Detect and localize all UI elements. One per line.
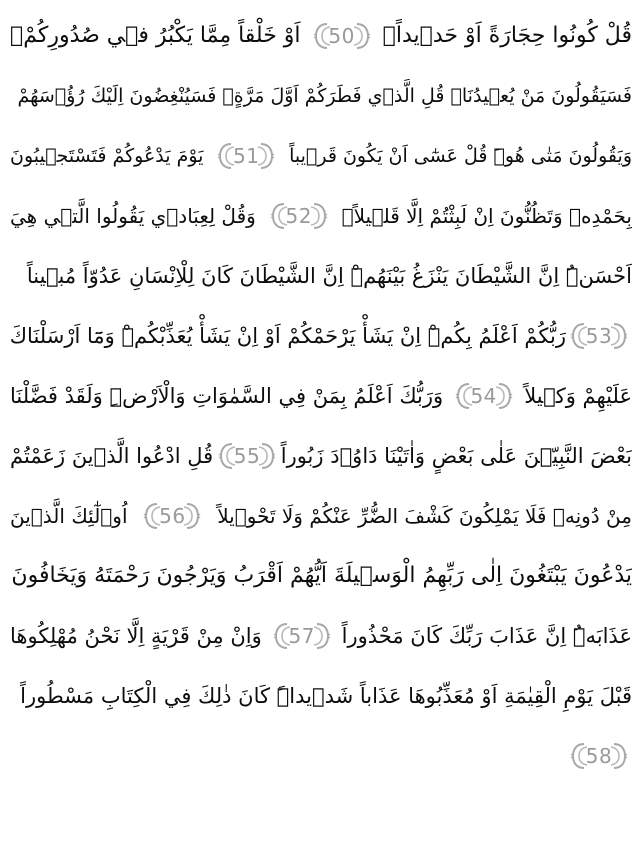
- text-line: [10, 306, 632, 366]
- text-line: [10, 666, 632, 726]
- ayah-number: 55: [233, 444, 261, 468]
- text-line: [10, 6, 632, 66]
- verse-text: قَبْلَ يَوْمِ الْقِيٰمَةِ اَوْ مُعَذِّبُوهَا عَذَاباً شَد۪يداًۜ كَانَ ذٰلِكَ فِي الْكِتَابِ مَسْطُوراً: [20, 684, 632, 708]
- text-line: [10, 366, 632, 426]
- text-line: [10, 546, 632, 606]
- verse-text: قُلْ كُونُوا حِجَارَةً اَوْ حَد۪يداًۙ: [382, 23, 632, 48]
- verse-text: عَلَيْهِمْ وَك۪يلاً: [524, 384, 632, 408]
- ayah-number-marker: [143, 500, 201, 532]
- ayah-number-marker: [313, 20, 371, 52]
- text-line: [10, 486, 632, 546]
- text-line: [10, 126, 632, 186]
- ayah-number-marker: [570, 320, 628, 352]
- text-line: [10, 606, 632, 666]
- ayah-number-marker: [217, 140, 275, 172]
- text-line: [10, 426, 632, 486]
- verse-text: بِحَمْدِه۪ وَتَظُنُّونَ اِنْ لَبِثْتُمْ اِلَّا قَل۪يلاً۟: [341, 204, 632, 228]
- ayah-number: 51: [233, 144, 260, 168]
- ayah-number: 58: [585, 744, 613, 768]
- verse-text: وَيَقُولُونَ مَتٰى هُوَۜ قُلْ عَسٰٓى اَنْ يَكُونَ قَر۪يباً: [289, 145, 632, 167]
- verse-text: وَاِنْ مِنْ قَرْيَةٍ اِلَّا نَحْنُ مُهْلِكُوهَا: [10, 624, 262, 648]
- ayah-number-marker: [270, 200, 328, 232]
- ayah-number: 56: [159, 504, 186, 528]
- verse-text: اَحْسَنُۜ اِنَّ الشَّيْطَانَ يَنْزَغُ بَيْنَهُمْۜ اِنَّ الشَّيْطَانَ كَانَ لِلْاِنْسَانِ عَدُوّاً مُب۪يناً: [26, 264, 632, 288]
- ayah-number: 50: [328, 24, 355, 48]
- ayah-number-marker: [218, 440, 276, 472]
- verse-text: وَقُلْ لِعِبَاد۪ي يَقُولُوا الَّت۪ي هِيَ: [10, 204, 256, 228]
- text-line: [10, 246, 632, 306]
- verse-text: فَسَيَقُولُونَ مَنْ يُع۪يدُنَاۜ قُلِ الَّذ۪ي فَطَرَكُمْ اَوَّلَ مَرَّةٍۚ فَسَيُنْغِضُونَ اِلَيْكَ رُؤُ۫سَهُمْ: [17, 85, 632, 107]
- ayah-number-marker: [455, 380, 513, 412]
- verse-text: يَدْعُونَ يَبْتَغُونَ اِلٰى رَبِّهِمُ الْوَس۪يلَةَ اَيُّهُمْ اَقْرَبُ وَيَرْجُونَ رَحْمَتَهُ وَيَخَافُونَ: [11, 563, 632, 588]
- verse-text: مِنْ دُونِه۪ فَلَا يَمْلِكُونَ كَشْفَ الضُّرِّ عَنْكُمْ وَلَا تَحْو۪يلاً: [217, 504, 632, 528]
- ayah-number-marker: [273, 620, 331, 652]
- ayah-number: 52: [285, 204, 312, 228]
- verse-text: وَرَبُّكَ اَعْلَمُ بِمَنْ فِي السَّمٰوَاتِ وَالْاَرْضِۜ وَلَقَدْ فَضَّلْنَا: [10, 384, 444, 408]
- ayah-number: 54: [470, 384, 497, 408]
- verse-text: يَوْمَ يَدْعُوكُمْ فَتَسْتَج۪يبُونَ: [10, 145, 204, 167]
- ayah-number: 57: [288, 624, 315, 648]
- text-line: [10, 186, 632, 246]
- ayah-number: 53: [585, 324, 613, 348]
- verse-text: رَبُّكُمْ اَعْلَمُ بِكُمْۜ اِنْ يَشَأْ يَرْحَمْكُمْ اَوْ اِنْ يَشَأْ يُعَذِّبْكُمْۜ وَمَٓا اَرْسَلْنَاكَ: [10, 324, 566, 348]
- ayah-number-marker: [570, 740, 628, 772]
- verse-text: قُلِ ادْعُوا الَّذ۪ينَ زَعَمْتُمْ: [10, 444, 214, 468]
- verse-text: اُو۬لٰٓئِكَ الَّذ۪ينَ: [10, 504, 128, 528]
- text-line: [10, 66, 632, 126]
- verse-text: اَوْ خَلْقاً مِمَّا يَكْبُرُ ف۪ي صُدُورِكُمْۚ: [10, 23, 301, 48]
- text-line: [10, 726, 632, 786]
- verse-text: عَذَابَهُۜ اِنَّ عَذَابَ رَبِّكَ كَانَ مَحْذُوراً: [341, 624, 632, 648]
- verse-text: بَعْضَ النَّبِيّ۪نَ عَلٰى بَعْضٍ وَاٰتَيْنَا دَاوُ۫دَ زَبُوراً: [280, 444, 632, 468]
